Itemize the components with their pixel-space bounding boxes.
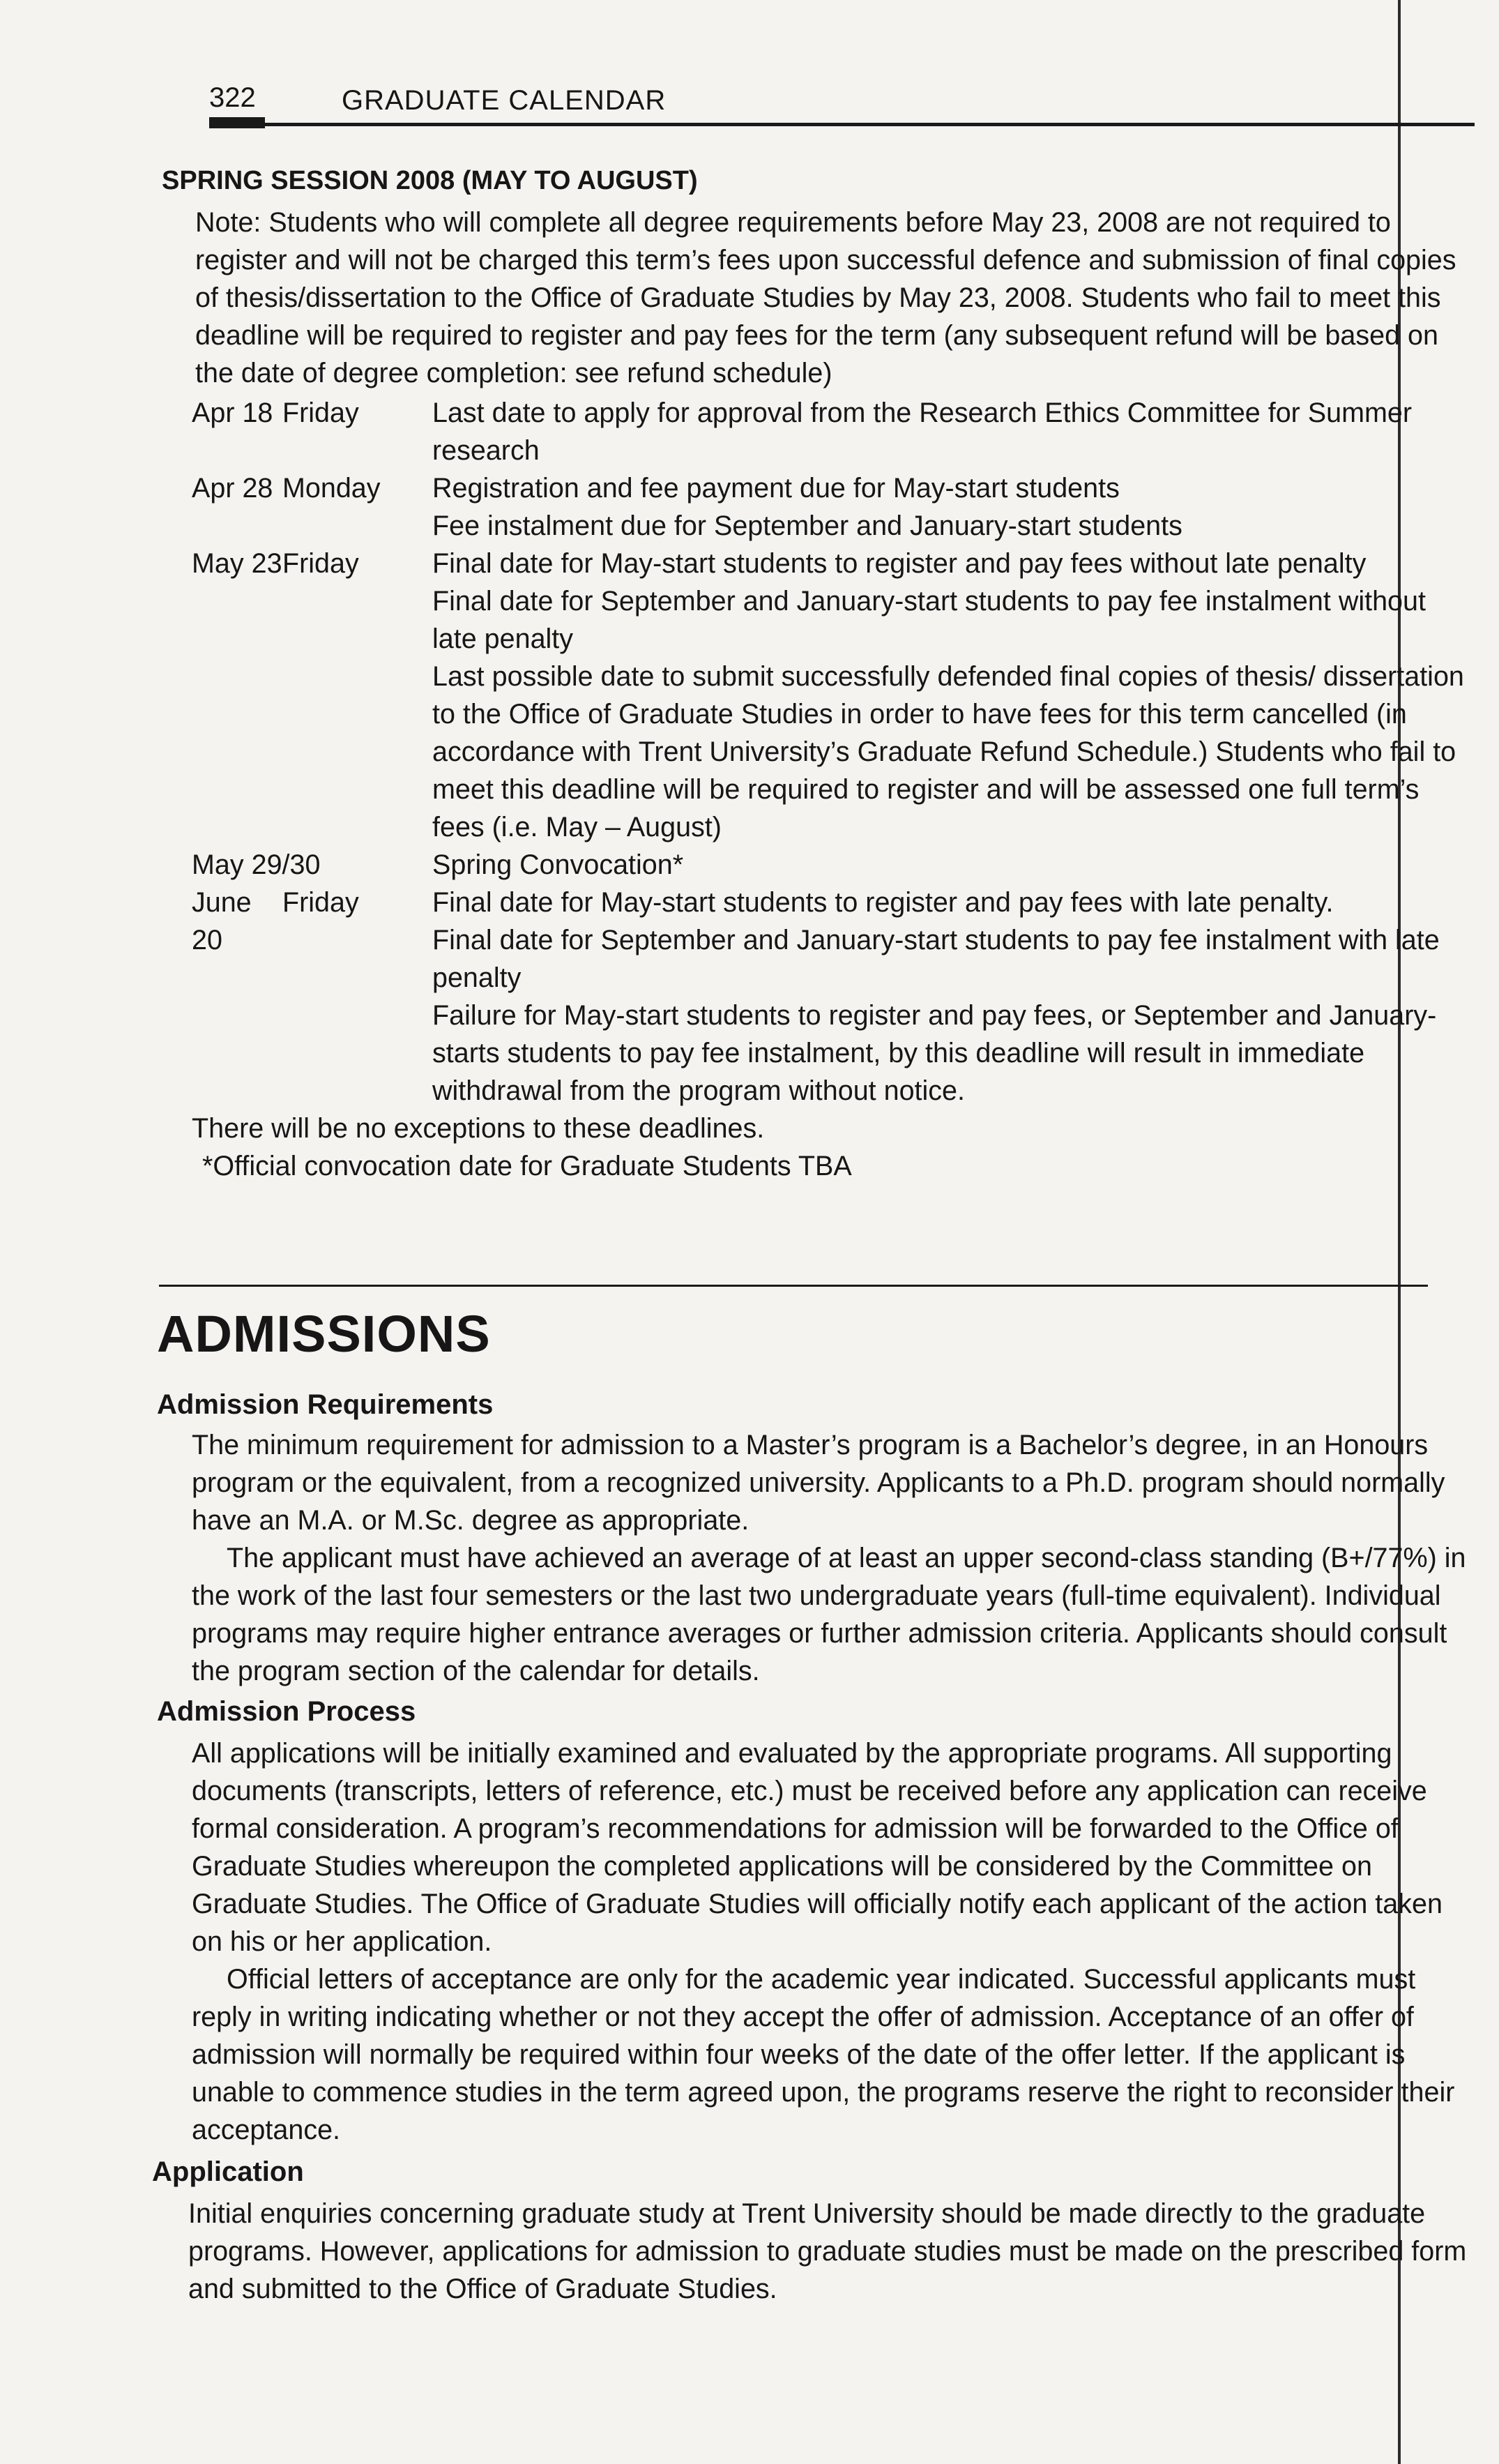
application-heading: Application [152,2156,304,2187]
schedule-table [192,394,1471,1185]
admission-process-text: All applications will be initially examined and evaluated by the appropriate programs. All supporting documents (transcripts, letters of reference, etc.) must be received before any application can receive formal consideration. A program’s recommendations for admission will be forwarded to the Office of Graduate Studies whereupon the completed applications will be considered by the Committee on Graduate Studies. The Office of Graduate Studies will officially notify each applicant of the action taken on his or her application. Official letters of acceptance are only for the academic year indicated. Successful applicants must reply in writing indicating whether or not they accept the offer of admission. Acceptance of an offer of admission will normally be required within four weeks of the date of the offer letter. If the applicant is unable to commence studies in the term agreed upon, the programs reserve the right to reconsider their acceptance. [192,1738,1455,2145]
page-header [209,82,1475,131]
schedule-day: Friday [282,398,359,428]
schedule-description: Spring Convocation* [432,849,684,880]
schedule-row [192,884,1471,1110]
schedule-date: May 29/30 [192,849,321,880]
schedule-date: May 23 [192,548,282,579]
page-number: 322 [209,82,256,113]
schedule-description: Registration and fee payment due for May-start students Fee instalment due for September and January-start students [432,473,1182,541]
section-divider [159,1285,1428,1287]
schedule-day: Friday [282,548,359,579]
schedule-day: Monday [282,473,381,504]
header-rule [209,123,1475,126]
admission-requirements-heading: Admission Requirements [157,1389,494,1420]
schedule-description: Final date for May-start students to register and pay fees with late penalty. Final date for September and January-start students to pay fee instalment with late penalty Failure for May-start students to register and pay fees, or September and January-starts students to pay fee instalment, by this deadline will result in immediate withdrawal from the program without notice. [432,887,1440,1106]
spring-note: Note: Students who will complete all degree requirements before May 23, 2008 are not required to register and will not be charged this term’s fees upon successful defence and submission of final copies of thesis/dissertation to the Office of Graduate Studies by May 23, 2008. Students who fail to meet this deadline will be required to register and pay fees for the term (any subsequent refund will be based on the date of degree completion: see refund schedule) [195,207,1456,388]
schedule-row [192,469,1471,545]
admissions-heading: ADMISSIONS [157,1305,491,1363]
no-exceptions-text: There will be no exceptions to these deadlines. [192,1113,765,1144]
schedule-row [192,545,1471,846]
admission-process-heading: Admission Process [157,1696,416,1727]
schedule-date: June 20 [192,887,252,955]
admission-requirements-text: The minimum requirement for admission to a Master’s program is a Bachelor’s degree, in an Honours program or the equivalent, from a recognized university. Applicants to a Ph.D. program should normally have an M.A. or M.Sc. degree as appropriate. The applicant must have achieved an average of at least an upper second-class standing (B+/77%) in the work of the last four semesters or the last two undergraduate years (full-time equivalent). Individual programs may require higher entrance averages or further admission criteria. Applicants should consult the program section of the calendar for details. [192,1430,1466,1686]
schedule-day: Friday [282,887,359,918]
schedule-row [192,394,1471,469]
convocation-footnote: *Official convocation date for Graduate Students TBA [202,1151,852,1181]
schedule-row [192,846,1471,884]
schedule-date: Apr 18 [192,398,273,428]
application-text: Initial enquiries concerning graduate study at Trent University should be made directly to the graduate programs. However, applications for admission to graduate studies must be made on the prescribed form and submitted to the Office of Graduate Studies. [188,2198,1467,2304]
schedule-description: Last date to apply for approval from the Research Ethics Committee for Summer research [432,398,1413,466]
spring-session-title: SPRING SESSION 2008 (MAY TO AUGUST) [162,166,698,195]
schedule-date: Apr 28 [192,473,273,504]
schedule-description: Final date for May-start students to register and pay fees without late penalty Final date for September and January-start students to pay fee instalment without late penalty Last possible date to submit successfully defended final copies of thesis/ dissertation to the Office of Graduate Studies in order to have fees for this term cancelled (in accordance with Trent University’s Graduate Refund Schedule.) Students who fail to meet this deadline will be required to register and will be assessed one full term’s fees (i.e. May – August) [432,548,1464,842]
calendar-title: GRADUATE CALENDAR [342,85,667,116]
